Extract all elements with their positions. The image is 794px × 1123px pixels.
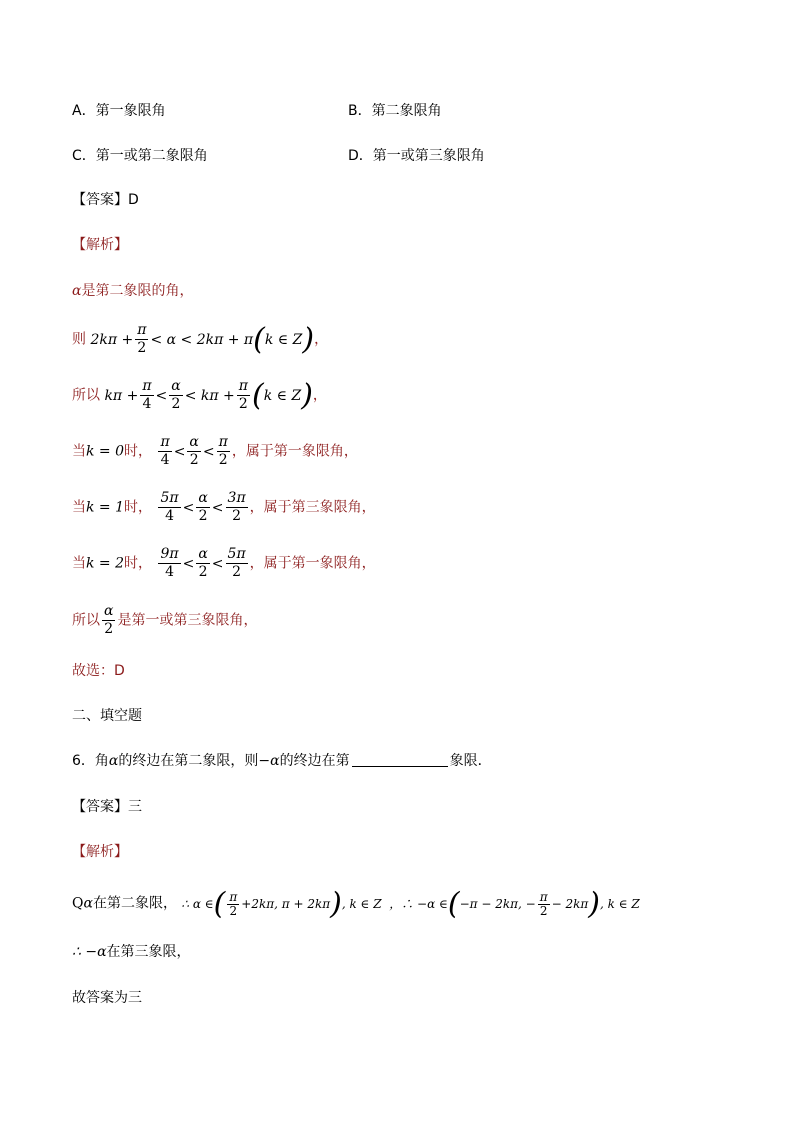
option-d: D．第一或第三象限角 [348,148,485,164]
q6-question: 6．角α的终边在第二象限，则−α的终边在第 象限． [72,753,492,769]
q5-step-2: 则 2kπ + $\frac{\pi}{2}$ < α < 2kπ + π(k ∈ Z)， [72,321,329,357]
section-title: 二、填空题 [72,708,142,724]
option-c: C．第一或第二象限角 [72,148,208,164]
q6-analysis-label: 【解析】 [72,844,128,860]
q6-answer: 【答案】三 [72,799,142,815]
q5-answer: 【答案】D [72,192,139,208]
q5-step-1: α是第二象限的角， [72,283,194,299]
q6-step-1-formula: ∴ α ∈( $\frac{\pi}{2}$ +2kπ, π + 2kπ), k ∈ Z ，∴ −α ∈(−π − 2kπ, − $\frac{\pi}{2}$ − 2kπ), k ∈ Z [181,886,640,921]
q5-step-3: 所以 kπ + $\frac{\pi}{4}$ < $\frac{\alpha}{2}$ < kπ + $\frac{\pi}{2}$ (k ∈ Z)， [72,377,327,413]
q5-step-6: 当k = 2时， $\frac{9\pi}{4}$ < $\frac{\alpha}{2}$ < $\frac{5\pi}{2}$ ，属于第一象限角， [72,546,376,580]
q5-step-2-formula: 2kπ + $\frac{\pi}{2}$ < α < 2kπ + π(k ∈ Z) [90,321,315,357]
q6-step-1: Qα在第二象限， ∴ α ∈( $\frac{\pi}{2}$ +2kπ, π + 2kπ), k ∈ Z ，∴ −α ∈(−π − 2kπ, − $\frac{\pi}{2}$ − 2kπ), k ∈ Z [72,886,640,921]
answer-blank [352,752,448,767]
q5-step-3-formula: kπ + $\frac{\pi}{4}$ < $\frac{\alpha}{2}$ < kπ + $\frac{\pi}{2}$ (k ∈ Z) [104,377,313,413]
q6-final: 故答案为三 [72,990,142,1006]
q6-step-2: ∴ −α在第三象限， [72,944,191,960]
q5-analysis-label: 【解析】 [72,237,128,253]
q5-choice: 故选：D [72,663,125,679]
option-b: B．第二象限角 [348,103,442,119]
q5-step-4: 当k = 0时， $\frac{\pi}{4}$ < $\frac{\alpha}{2}$ < $\frac{\pi}{2}$ ，属于第一象限角， [72,434,358,468]
option-a: A．第一象限角 [72,103,166,119]
q5-step-7: 所以 $\frac{\alpha}{2}$ 是第一或第三象限角， [72,603,258,637]
q5-step-5: 当k = 1时， $\frac{5\pi}{4}$ < $\frac{\alpha}{2}$ < $\frac{3\pi}{2}$ ，属于第三象限角， [72,490,376,524]
